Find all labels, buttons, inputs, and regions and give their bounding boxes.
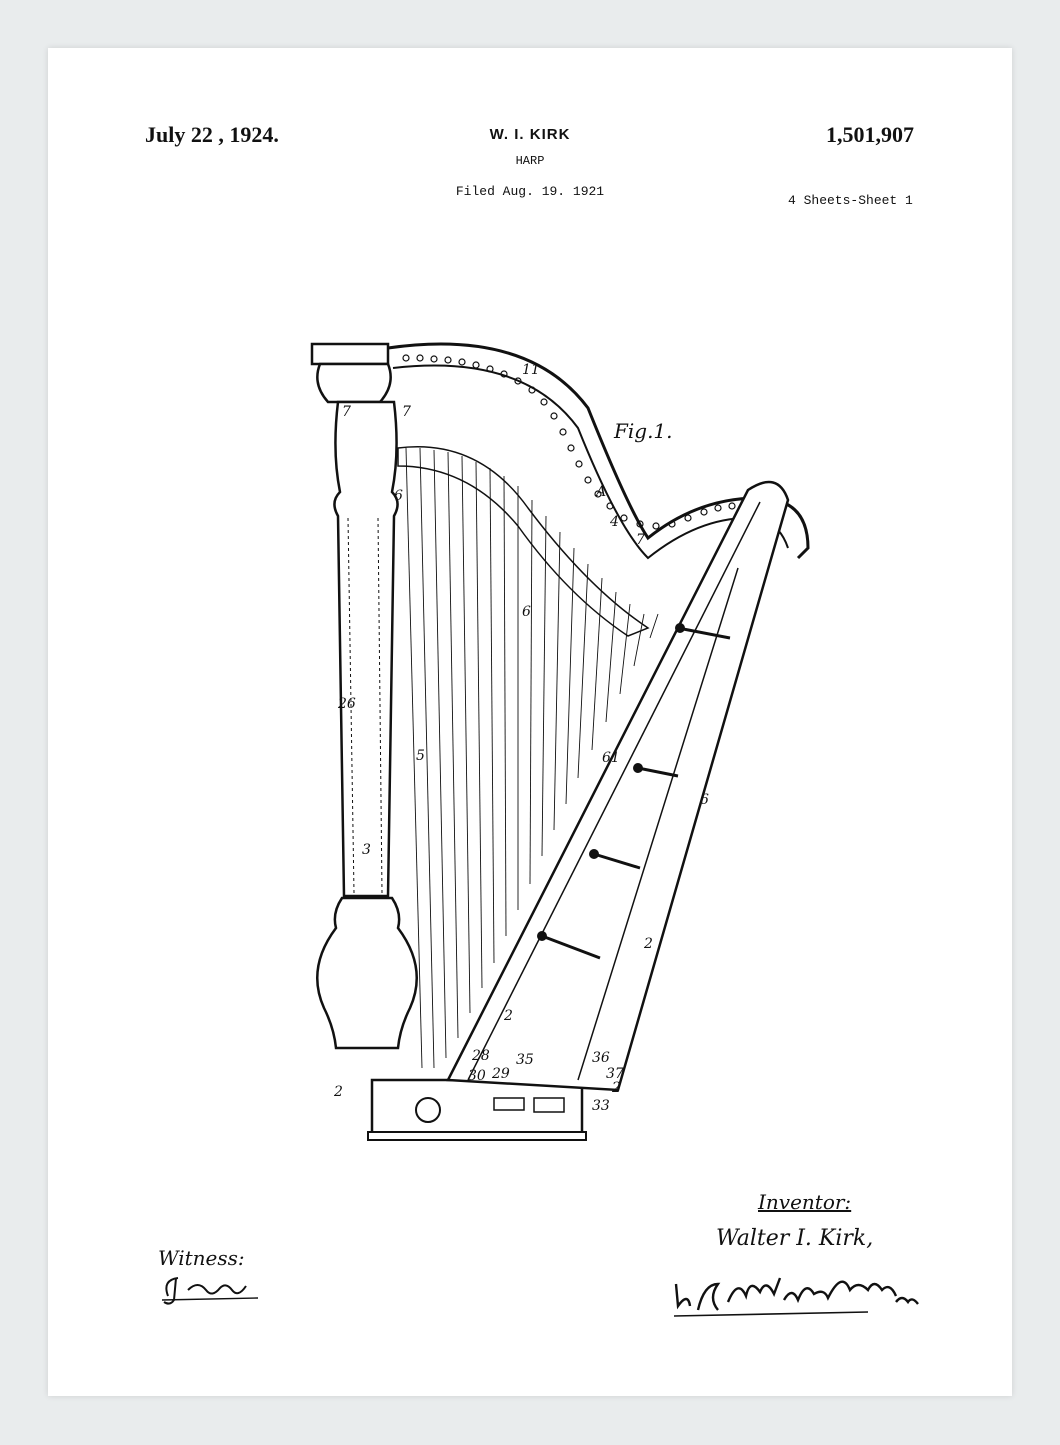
ref-label: 35 — [516, 1052, 534, 1068]
witness-label: Witness: — [158, 1246, 245, 1270]
ref-label: 2 — [504, 1008, 513, 1024]
ref-label: 36 — [592, 1050, 610, 1066]
ref-label: 7 — [402, 404, 411, 420]
patent-sheet — [48, 48, 1012, 1396]
inventor-short-name: W. I. KIRK — [489, 126, 571, 143]
tuning-pins — [403, 355, 735, 529]
ref-label: 5 — [416, 748, 425, 764]
ref-label: 33 — [592, 1098, 610, 1114]
pedestal — [372, 1080, 582, 1136]
ref-label: 26 — [338, 696, 356, 712]
patent-number: 1,501,907 — [826, 122, 914, 147]
ref-label: 6 — [700, 792, 709, 808]
patent-date: July 22 , 1924. — [145, 122, 279, 147]
patent-title: HARP — [515, 154, 545, 168]
column-capital — [312, 344, 388, 364]
ref-label: 37 — [606, 1066, 624, 1082]
ref-label: 61 — [602, 750, 620, 766]
sheet-count: 4 Sheets-Sheet 1 — [788, 193, 913, 208]
ref-label: 7 — [342, 404, 351, 420]
ref-label: 2 — [612, 1080, 621, 1096]
column-head — [317, 364, 390, 402]
column-base — [317, 898, 417, 1048]
ref-label: A — [596, 484, 607, 500]
ref-label: 2 — [334, 1084, 343, 1100]
filed-date: Filed Aug. 19. 1921 — [455, 184, 605, 199]
ref-label: 29 — [492, 1066, 510, 1082]
inventor-label: Inventor: — [758, 1190, 852, 1214]
ref-label: 2 — [644, 936, 653, 952]
ref-label: 30 — [468, 1068, 486, 1084]
witness-signature — [158, 1270, 278, 1306]
ref-label: 28 — [472, 1048, 490, 1064]
fig-label: Fig.1. — [614, 419, 673, 443]
ref-label: 4 — [610, 514, 619, 530]
ref-label: 6 — [522, 604, 531, 620]
inventor-name: Walter I. Kirk, — [716, 1226, 874, 1251]
ref-label: 3 — [362, 842, 371, 858]
ref-label: 7 — [636, 532, 645, 548]
ref-label: 6 — [394, 488, 403, 504]
ref-label: 11 — [522, 362, 540, 378]
harp-drawing — [48, 48, 1012, 1396]
attorney-signature — [668, 1272, 928, 1324]
column-shaft — [334, 402, 397, 896]
